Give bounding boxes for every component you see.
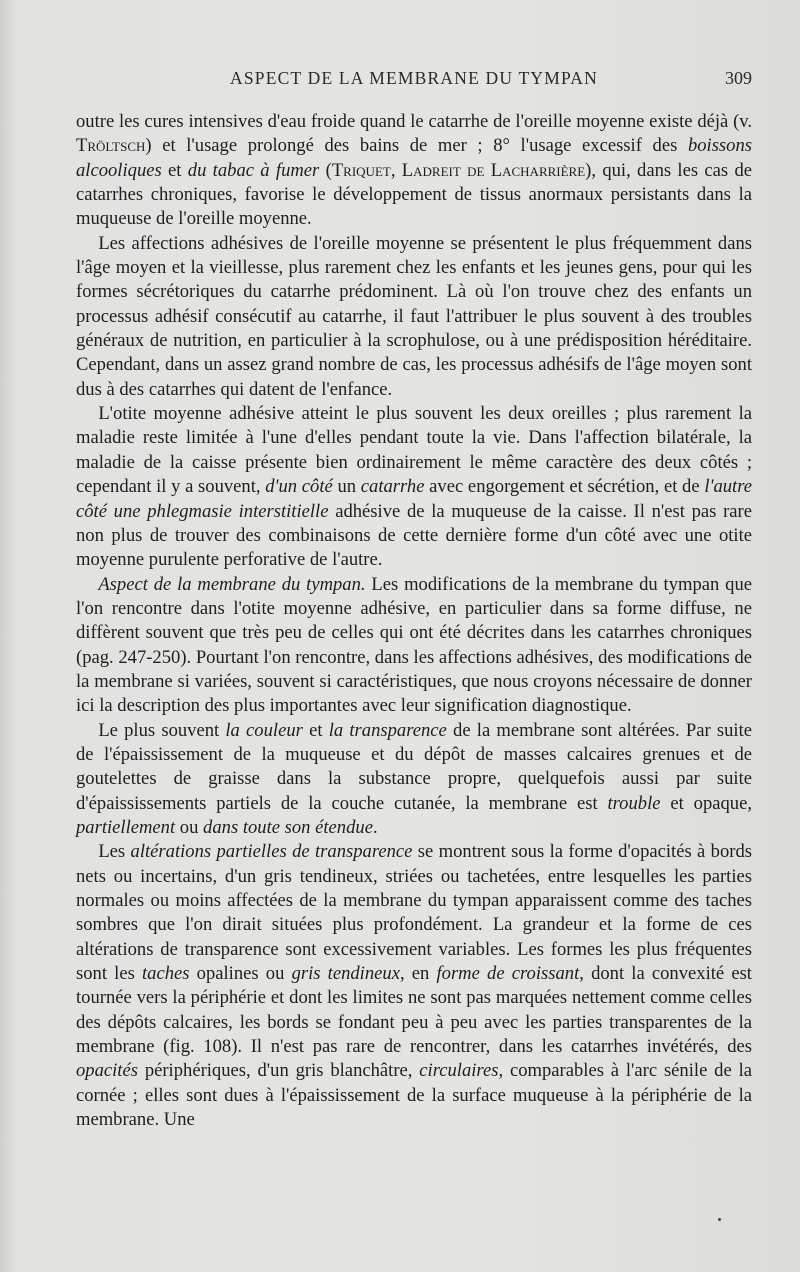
paragraph	[76, 573, 752, 719]
text-run: périphériques, d'un gris blanchâtre,	[137, 1060, 420, 1082]
text-run: de la membrane sont altérées. Par suite de l'épaississement de la muqueuse et du dépôt de masses calcaires grenues et de goutelettes de graisse dans la substance propre, quelquefois aussi par suite d'épaississements partiels de la couche cutanée, la membrane est	[76, 719, 753, 814]
text-run: se montrent sous la forme d'opacités à bords nets ou incertains, d'un gris tendineux, striées ou tachetées, entre lesquelles les parties normales ou moins affectées de la membrane du tympan apparaissent comme des taches sombres que l'on dirait situées plus profondément. La grandeur et la forme de ces altérations de transparence sont excessivement variables. Les formes les plus fréquentes sont les	[76, 841, 752, 985]
text-run: , en	[399, 963, 437, 985]
text-run: opalines ou	[189, 963, 292, 985]
text-run: Les modifications de la membrane du tympan que l'on rencontre dans l'otite moyenne adhésive, en particulier dans sa forme diffuse, ne diffèrent souvent que très peu de celles qui ont été décrites dans les catarrhes chroniques (pag. 247-250). Pourtant l'on rencontre, dans les affections adhésives, des modifications de la membrane si variées, souvent si caractéristiques, que nous croyons nécessaire de donner ici la description des plus importantes avec leur signification diagnostique.	[76, 573, 752, 717]
page-number: 309	[725, 68, 752, 88]
italic-run: catarrhe	[360, 476, 425, 498]
italic-run: altérations partielles de transparence	[130, 841, 413, 863]
italic-run: la couleur	[225, 719, 303, 741]
print-speck	[718, 1218, 721, 1221]
paragraph	[76, 402, 752, 572]
text-run: Les affections adhésives de l'oreille moyenne se présentent le plus fréquemment dans l'âge moyen et la vieillesse, plus rarement chez les enfants et les jeunes gens, pour qui les formes sécrétoriques du catarrhe prédominent. Là où l'on trouve chez des enfants un processus adhésif consécutif au catarrhe, il faut l'attribuer le plus souvent à des troubles généraux de nutrition, en particulier à la scrophulose, ou à une prédisposition héréditaire. Cependant, dans un assez grand nombre de cas, les processus adhésifs de l'âge moyen sont dus à des catarrhes qui datent de l'enfance.	[76, 232, 752, 400]
italic-run: forme de croissant	[436, 963, 580, 985]
text-run: avec engorgement et sécrétion, et de	[424, 476, 705, 498]
italic-run: gris tendineux	[291, 963, 400, 985]
text-run: (	[319, 159, 332, 181]
text-run: Le plus souvent	[98, 719, 226, 741]
text-run: adhésive de la muqueuse de la caisse. Il n'est pas rare non plus de trouver des combinaisons de cette dernière forme d'un côté avec une otite moyenne purulente perforative de l'autre.	[76, 500, 752, 571]
text-run: un	[332, 476, 361, 498]
paragraph	[76, 840, 752, 1132]
text-run: et	[302, 719, 329, 741]
italic-run: trouble	[607, 792, 661, 814]
italic-run: taches	[141, 963, 190, 985]
italic-run: du tabac à fumer	[187, 159, 320, 181]
text-run: outre les cures intensives d'eau froide quand le catarrhe de l'oreille moyenne existe déjà (v.	[76, 111, 752, 132]
small-caps-run: Tröltsch	[76, 135, 146, 157]
italic-run: la transparence	[328, 719, 447, 741]
italic-run: dans toute son étendue	[203, 816, 373, 838]
text-run: L'otite moyenne adhésive atteint le plus souvent les deux oreilles ; plus rarement la maladie reste limitée à l'une d'elles pendant toute la vie. Dans l'affection bilatérale, la maladie de la caisse présente bien ordinairement le même caractère des deux côtés ; cependant il y a souvent,	[76, 403, 752, 498]
paragraph	[76, 719, 752, 841]
italic-run: Aspect de la membrane du tympan.	[98, 573, 366, 595]
running-title: ASPECT DE LA MEMBRANE DU TYMPAN	[230, 68, 598, 88]
italic-run: opacités	[76, 1060, 138, 1082]
page-header	[76, 62, 752, 92]
italic-run: partiellement	[76, 816, 176, 838]
italic-run: l'autre côté une phlegmasie interstitielle	[76, 476, 753, 522]
text-run: et opaque,	[660, 792, 752, 814]
text-run: Les	[98, 841, 131, 863]
italic-run: d'un côté	[265, 476, 333, 498]
text-run: et	[161, 159, 188, 181]
small-caps-run: Triquet, Ladreit de Lacharrière	[331, 159, 586, 181]
text-run: .	[372, 816, 378, 838]
body-text	[76, 110, 752, 1132]
italic-run: circulaires	[419, 1060, 499, 1082]
italic-run: boissons alcooliques	[76, 135, 752, 181]
text-run: , comparables à l'arc sénile de la cornée ; elles sont dues à l'épaississement de la surface muqueuse à la périphérie de la membrane. Une	[76, 1060, 752, 1131]
text-run: ) et l'usage prolongé des bains de mer ; 8° l'usage excessif des	[145, 135, 688, 157]
paragraph	[76, 232, 752, 402]
paragraph	[76, 110, 752, 232]
text-run: ), qui, dans les cas de catarrhes chroniques, favorise le développement de tissus anormaux persistants dans la muqueuse de l'oreille moyenne.	[76, 159, 753, 230]
text-run: ou	[175, 816, 204, 838]
text-run: , dont la convexité est tournée vers la périphérie et dont les limites ne sont pas marquées nettement comme celles des dépôts calcaires, les bords se fondant peu à peu avec les parties transparentes de la membrane (fig. 108). Il n'est pas rare de rencontrer, dans les catarrhes invétérés, des	[76, 963, 752, 1058]
